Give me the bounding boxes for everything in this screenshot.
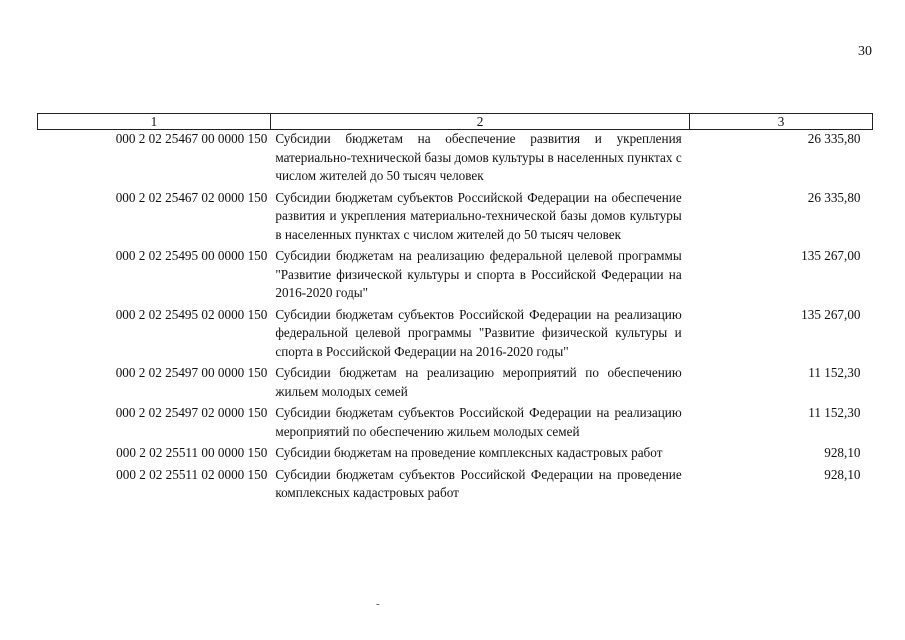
table-row bbox=[38, 404, 873, 444]
budget-code: 000 2 02 25497 02 0000 150 bbox=[115, 405, 268, 420]
budget-amount: 135 267,00 bbox=[801, 248, 861, 263]
budget-amount: 928,10 bbox=[824, 445, 861, 460]
budget-code: 000 2 02 25467 00 0000 150 bbox=[115, 131, 268, 146]
table-row bbox=[38, 444, 873, 466]
table-row bbox=[38, 466, 873, 506]
budget-code: 000 2 02 25495 00 0000 150 bbox=[115, 248, 268, 263]
budget-description: Субсидии бюджетам субъектов Российской Федерации на обеспечение развития и укрепления материально-технической базы домов культуры в населенных пунктах с числом жителей до 50 тысяч человек bbox=[275, 189, 682, 242]
budget-description: Субсидии бюджетам субъектов Российской Федерации на проведение комплексных кадастровых работ bbox=[275, 466, 682, 500]
budget-amount: 26 335,80 bbox=[807, 189, 861, 205]
budget-amount: 928,10 bbox=[824, 466, 861, 482]
budget-amount: 26 335,80 bbox=[807, 131, 861, 146]
budget-code: 000 2 02 25497 00 0000 150 bbox=[115, 365, 268, 380]
column-header-3: 3 bbox=[690, 114, 873, 130]
budget-code: 000 2 02 25511 02 0000 150 bbox=[116, 466, 268, 482]
table-header bbox=[38, 114, 873, 130]
budget-code: 000 2 02 25495 02 0000 150 bbox=[115, 306, 268, 322]
budget-description: Субсидии бюджетам на обеспечение развития и укрепления материально-технической базы домов культуры в населенных пунктах с числом жителей до 50 тысяч человек bbox=[275, 131, 682, 183]
column-header-2: 2 bbox=[270, 114, 689, 130]
table-row bbox=[38, 189, 873, 248]
column-header-1: 1 bbox=[38, 114, 271, 130]
budget-table bbox=[37, 113, 873, 506]
budget-description: Субсидии бюджетам на реализацию федеральной целевой программы "Развитие физической культуры и спорта в Российской Федерации на 2016-2020 годы" bbox=[275, 248, 682, 300]
budget-code: 000 2 02 25467 02 0000 150 bbox=[115, 189, 268, 205]
table-row bbox=[38, 364, 873, 404]
table-row bbox=[38, 130, 873, 189]
budget-amount: 11 152,30 bbox=[808, 405, 861, 420]
budget-amount: 11 152,30 bbox=[808, 365, 861, 380]
table-body bbox=[38, 130, 873, 506]
budget-description: Субсидии бюджетам на проведение комплексных кадастровых работ bbox=[275, 445, 663, 460]
table-row bbox=[38, 306, 873, 365]
budget-code: 000 2 02 25511 00 0000 150 bbox=[116, 445, 268, 460]
footer-mark: - bbox=[376, 598, 380, 610]
page-number: 30 bbox=[858, 44, 872, 59]
budget-amount: 135 267,00 bbox=[801, 306, 861, 322]
budget-description: Субсидии бюджетам субъектов Российской Федерации на реализацию мероприятий по обеспечению жильем молодых семей bbox=[275, 405, 682, 439]
budget-description: Субсидии бюджетам на реализацию мероприятий по обеспечению жильем молодых семей bbox=[275, 365, 682, 399]
budget-description: Субсидии бюджетам субъектов Российской Федерации на реализацию федеральной целевой программы "Развитие физической культуры и спорта в Российской Федерации на 2016-2020 годы" bbox=[275, 306, 682, 359]
table-row bbox=[38, 247, 873, 306]
